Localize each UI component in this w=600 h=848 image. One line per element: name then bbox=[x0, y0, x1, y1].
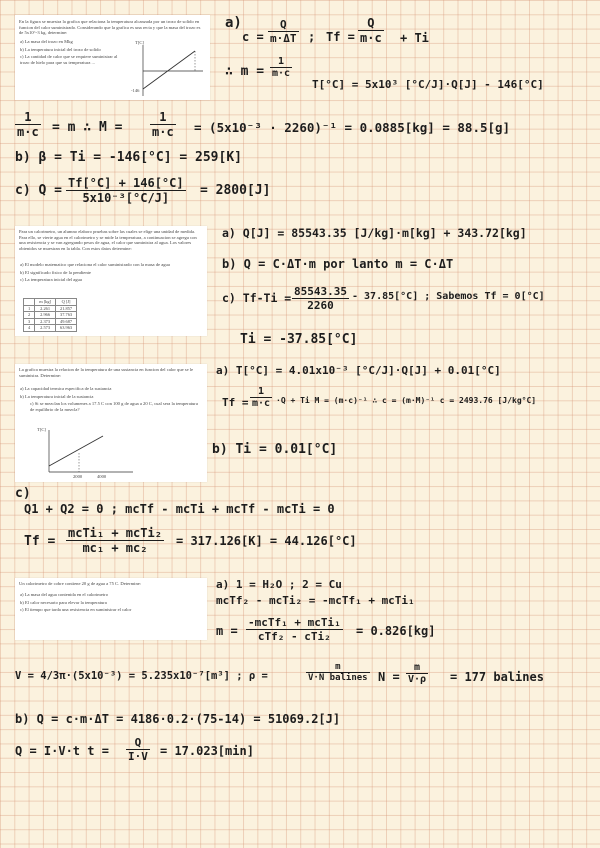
p1-mc-num: 1 bbox=[150, 110, 176, 125]
problem-2-snippet bbox=[15, 226, 207, 336]
p4-m-den: cTf₂ - cTi₂ bbox=[257, 630, 331, 643]
problem-1-item-a: a) La masa del trozo en Mkg bbox=[20, 39, 73, 44]
p3-slope-num: 1 bbox=[250, 386, 272, 398]
p4-rho-den: V·N balines bbox=[308, 673, 368, 683]
p3-a-line: a) T[°C] = 4.01x10⁻³ [°C/J]·Q[J] + 0.01[°C] bbox=[216, 364, 501, 377]
p1-c-fraction bbox=[268, 18, 299, 45]
p1-label-a: a) bbox=[225, 15, 242, 31]
problem-1-items bbox=[20, 39, 125, 67]
table-row: 2 2.966 37.763 bbox=[24, 312, 77, 319]
p4-q-line: Q = I·V·t t = bbox=[15, 744, 109, 758]
p4-t-den: I·V bbox=[128, 750, 148, 763]
p1-tf-fraction bbox=[358, 16, 384, 45]
problem-3-x-tick-1: 2000 bbox=[73, 474, 83, 479]
p1-c-label: c) Q = bbox=[15, 183, 62, 198]
problem-3-snippet bbox=[15, 364, 207, 482]
problem-3-item-a: a) La capacidad termica especifica de la sustancia bbox=[20, 386, 112, 391]
p3-slope-fraction bbox=[250, 386, 272, 409]
problem-1-axis-value: -146 bbox=[131, 88, 140, 93]
p3-tf-num: mcTi₁ + mcTi₂ bbox=[68, 526, 162, 540]
p2-c-label: c) Tf-Ti = bbox=[222, 291, 292, 305]
p1-c-work-fraction bbox=[66, 176, 186, 205]
problem-4-statement: Un calorimetro de cobre contiene 20 g de agua a 75 C. Determine: bbox=[19, 581, 142, 586]
problem-1-statement: En la figura se muestra la grafica que relaciona la temperatura alcanzada por un trozo de solido en funcion del calor suministrado. Considerando que la grafica es una recta y que la masa del trozo es de 5x10^-3 kg, determine: bbox=[19, 19, 201, 36]
problem-3-statement: La grafica muestra la relacion de la temperatura de una sustancia en funcion del calor que se le suministra. Determine: bbox=[19, 367, 194, 378]
p4-eq-line: mcTf₂ - mcTi₂ = -mcTf₁ + mcTi₁ bbox=[216, 594, 415, 607]
p4-n-lhs: N = bbox=[378, 670, 400, 684]
p1-slope-lhs: ∴ m = bbox=[225, 64, 265, 79]
p1-c-result: = 2800[J] bbox=[200, 183, 271, 198]
problem-3-x-tick-2: 4000 bbox=[97, 474, 107, 479]
problem-2-item-b: b) El significado fisico de la pendiente bbox=[20, 269, 91, 275]
p4-b-line: b) Q = c·m·ΔT = 4186·0.2·(75-14) = 51069.2[J] bbox=[15, 712, 341, 726]
p1-mc-lhs-den: m·c bbox=[17, 125, 39, 139]
table-row: 3 2.373 49.687 bbox=[24, 318, 77, 325]
p1-model: T[°C] = 5x10³ [°C/J]·Q[J] - 146[°C] bbox=[312, 78, 544, 91]
p4-t-result: = 17.023[min] bbox=[160, 744, 254, 758]
problem-1-item-c: c) La cantidad de calor que se requiere suministrar al trozo de hielo para que su temperatura ... bbox=[20, 54, 118, 65]
p1-mc-mid: = m ∴ M = bbox=[52, 120, 123, 135]
p1-tf-den: m·c bbox=[360, 31, 382, 45]
p3-slope-den: m·c bbox=[252, 398, 271, 409]
problem-2-item-c: c) La temperatura inicial del agua bbox=[20, 277, 82, 283]
p3-balance: Q1 + Q2 = 0 ; mcTf - mcTi + mcTf - mcTi = 0 bbox=[24, 502, 335, 516]
p1-mc-lhs-num: 1 bbox=[15, 110, 41, 125]
p4-n-result: = 177 balines bbox=[450, 670, 544, 684]
p3-slope-tail: ·Q + Ti M = (m·c)⁻¹ ∴ c = (m·M)⁻¹ c = 2493.76 [J/kg°C] bbox=[276, 396, 537, 405]
problem-4-item-a: a) La masa del agua contenida en el calorimetro bbox=[20, 592, 109, 597]
p4-rho-fraction bbox=[306, 662, 370, 683]
problem-3-item-c: c) Si se mezclan los volumenes a 17.5 C con 100 g de agua a 20 C, cual sera la temperatura de equilibrio de la mezcla? bbox=[30, 401, 198, 412]
table-header-q: Q [J] bbox=[56, 299, 77, 306]
p2-ti-line: Ti = -37.85[°C] bbox=[240, 332, 358, 347]
p4-m-fraction bbox=[246, 616, 343, 643]
problem-4-items bbox=[20, 592, 204, 615]
p4-n-fraction bbox=[406, 662, 428, 685]
p2-b-line: b) Q = C·ΔT·m por lanto m = C·ΔT bbox=[222, 257, 454, 271]
p2-c-num: 85543.35 bbox=[294, 285, 347, 298]
p1-tf-num: Q bbox=[358, 16, 384, 31]
p3-tf-den: mc₁ + mc₂ bbox=[82, 541, 148, 555]
problem-1-item-b: b) La temperatura inicial del trozo de solido bbox=[20, 46, 101, 52]
p4-n-den: V·ρ bbox=[408, 674, 427, 685]
p3-tf-result: = 317.126[K] = 44.126[°C] bbox=[176, 534, 357, 548]
p4-a-line: a) 1 = H₂O ; 2 = Cu bbox=[216, 578, 342, 591]
problem-4-item-b: b) El calor necesario para elevar la temperatura bbox=[20, 599, 107, 605]
problem-3-item-b: b) La temperatura inicial de la sustancia bbox=[20, 393, 94, 399]
p1-c-work-num: Tf[°C] + 146[°C] bbox=[68, 176, 184, 190]
problem-2-table bbox=[23, 298, 77, 332]
problem-3-y-label: T[C] bbox=[37, 427, 46, 432]
table-header-m: m [kg] bbox=[35, 299, 56, 306]
problem-1-snippet bbox=[15, 15, 210, 100]
p1-b-line: b) β = Ti = -146[°C] = 259[K] bbox=[15, 150, 242, 165]
p4-m-lhs: m = bbox=[216, 624, 238, 638]
p3-b-line: b) Ti = 0.01[°C] bbox=[212, 442, 338, 457]
p4-m-num: -mcTf₁ + mcTi₁ bbox=[248, 616, 341, 629]
problem-1-graph bbox=[133, 41, 205, 99]
problem-2-items bbox=[20, 262, 204, 285]
p1-tf-lhs: Tf = bbox=[326, 30, 355, 44]
p3-tf-fraction bbox=[66, 526, 164, 555]
problem-4-snippet bbox=[15, 578, 207, 640]
p4-n-num: m bbox=[406, 662, 428, 674]
p2-a-line: a) Q[J] = 85543.35 [J/kg]·m[kg] + 343.72[kg] bbox=[222, 226, 527, 240]
problem-4-item-c: c) El tiempo que tarda una resistencia en suministrar el calor bbox=[20, 607, 132, 613]
p1-c-num: Q bbox=[268, 18, 299, 32]
p2-c-den: 2260 bbox=[307, 299, 334, 312]
p1-c-den: m·ΔT bbox=[270, 32, 297, 45]
p1-c-sep: ; bbox=[308, 30, 316, 44]
problem-3-graph bbox=[35, 426, 135, 480]
p1-c-work-den: 5x10⁻³[°C/J] bbox=[82, 191, 170, 205]
table-row: 4 2.573 63.963 bbox=[24, 325, 77, 332]
p2-c-tail: - 37.85[°C] ; Sabemos Tf = 0[°C] bbox=[352, 291, 545, 302]
p3-c-label: c) bbox=[15, 486, 31, 501]
p1-mc-result: = (5x10⁻³ · 2260)⁻¹ = 0.0885[kg] = 88.5[g] bbox=[194, 120, 511, 135]
problem-1-axis-label: T[C] bbox=[135, 40, 144, 45]
problem-2-statement: Para un calorimetro, un alumno elaboro pruebas sobre las cuales se elige una unidad de medida. Para ello, se vierte agua en el calorimetro y se mide la temperatura, a continuacion se agrega con una resistencia y se van agregando pesos de agua, el calor que suministra al agua. Los valores obtenidos se muestran en la tabla. Con estos datos determine: bbox=[19, 229, 197, 251]
p3-slope-lhs: Tf = bbox=[222, 396, 249, 409]
problem-2-item-a: a) El modelo matematico que relaciona el calor suministrado con la masa de agua bbox=[20, 262, 170, 267]
p1-mc-fraction bbox=[150, 110, 176, 139]
p1-c-lhs: c = bbox=[242, 30, 264, 44]
p4-t-num: Q bbox=[126, 736, 150, 750]
p1-mc-den: m·c bbox=[152, 125, 174, 139]
p1-mc-lhs-fraction bbox=[15, 110, 41, 139]
p1-slope-num: 1 bbox=[270, 56, 292, 68]
p4-m-result: = 0.826[kg] bbox=[356, 624, 436, 638]
table-row: 1 2.261 21.857 bbox=[24, 305, 77, 312]
p1-slope-fraction bbox=[270, 56, 292, 79]
p3-tf-lhs: Tf = bbox=[24, 534, 56, 549]
problem-3-items bbox=[20, 386, 204, 414]
p1-tf-tail: + Ti bbox=[400, 31, 429, 45]
p2-c-fraction bbox=[292, 285, 349, 312]
p4-rho-num: m bbox=[306, 662, 370, 673]
p1-slope-den: m·c bbox=[272, 68, 291, 79]
p4-t-fraction bbox=[126, 736, 150, 763]
p4-v-line: V = 4/3π·(5x10⁻³) = 5.235x10⁻⁷[m³] ; ρ = bbox=[15, 670, 268, 682]
